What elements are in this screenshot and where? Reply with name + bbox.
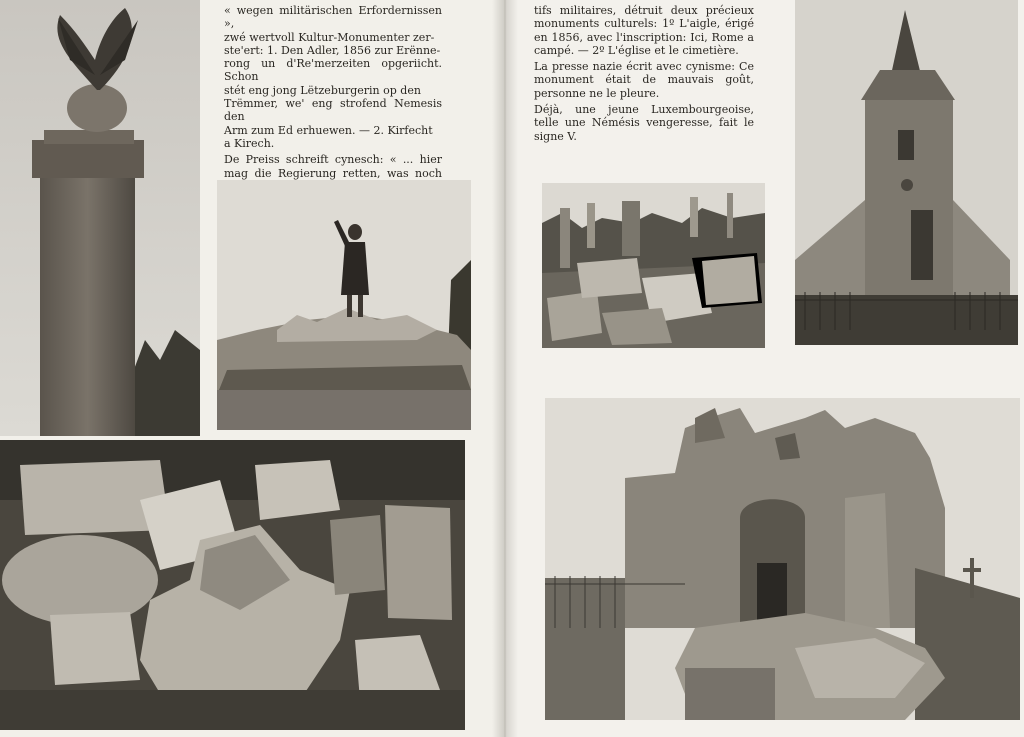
french-caption-text xyxy=(534,4,754,146)
german-line-2: zwé wertvoll Kultur-Monumenter zer- xyxy=(224,30,435,44)
german-line-6: Trëmmer, we' eng strofend Nemesis den xyxy=(224,97,442,124)
french-paragraph-2: La presse nazie écrit avec cynisme: Ce monument était de mauvais goût, personne ne le pleure. xyxy=(534,60,754,100)
book-gutter xyxy=(492,0,518,737)
damaged-cemetery-photo xyxy=(542,183,765,348)
german-line-4: rong un d'Re'merzeiten opgeriicht. Schon xyxy=(224,57,442,84)
french-paragraph-3: Déjà, une jeune Luxembourgeoise, telle une Némésis vengeresse, fait le signe V. xyxy=(534,103,754,143)
ruined-church-photo xyxy=(545,398,1020,720)
broken-eagle-rubble-photo xyxy=(0,440,465,730)
german-line-7: Arm zum Ed erhuewen. — 2. Kirfecht xyxy=(224,123,433,137)
church-before-photo xyxy=(795,0,1018,345)
german-line-8: a Kirech. xyxy=(224,136,275,150)
eagle-monument-photo xyxy=(0,0,200,436)
left-page xyxy=(0,0,505,737)
woman-on-rubble-photo xyxy=(217,180,471,430)
german-line-1: « wegen militärischen Erfordernissen », xyxy=(224,4,442,31)
german-line-3: ste'ert: 1. Den Adler, 1856 zur Erënne- xyxy=(224,43,441,57)
german-paragraph-2: De Preiss schreift cynesch: « ... hier mag die Regierung retten, was noch xyxy=(224,153,442,180)
german-line-5: stét eng jong Lëtzeburgerin op den xyxy=(224,83,421,97)
french-paragraph-1: tifs militaires, détruit deux précieux monuments culturels: 1º L'aigle, érigé en 1856, avec l'inscription: Ici, Rome a campé. — 2º L'église et le cimetière. xyxy=(534,4,754,57)
right-page xyxy=(505,0,1024,737)
